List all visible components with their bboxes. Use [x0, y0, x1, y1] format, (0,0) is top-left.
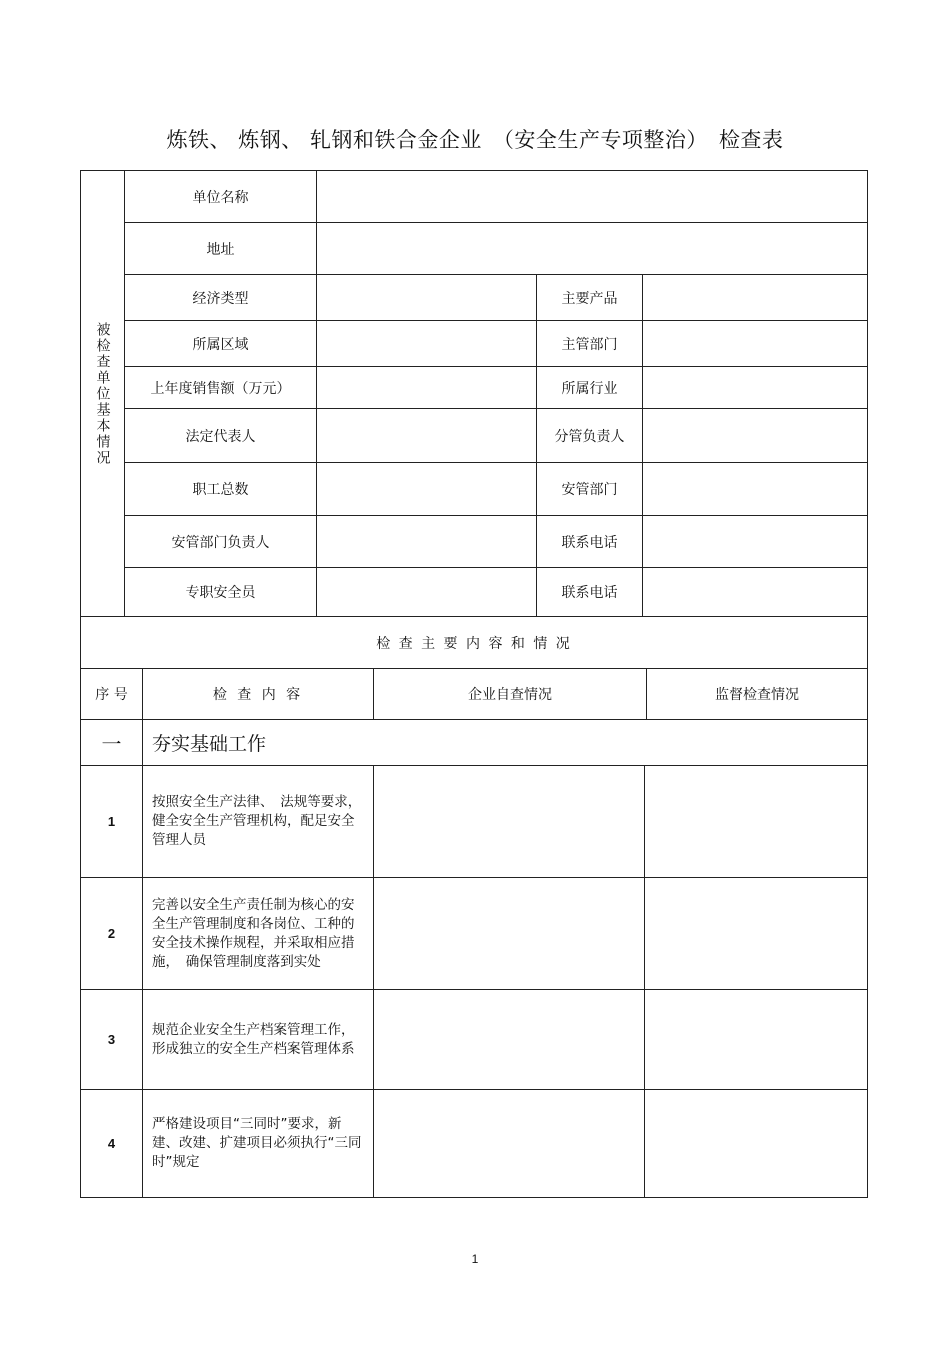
value-contact-phone-1[interactable]: [642, 515, 868, 568]
label-supervising-dept: 主管部门: [536, 320, 643, 367]
value-safety-dept[interactable]: [642, 462, 868, 516]
value-main-products[interactable]: [642, 274, 868, 321]
value-supervising-dept[interactable]: [642, 320, 868, 367]
basic-info-side-label-text: 被检查单位基本情况: [94, 321, 111, 466]
item-self-check-3[interactable]: [373, 989, 645, 1090]
item-self-check-4[interactable]: [373, 1089, 645, 1198]
value-contact-phone-2[interactable]: [642, 567, 868, 617]
basic-info-side-label: [80, 170, 125, 617]
label-last-year-sales: 上年度销售额（万元）: [124, 366, 317, 409]
value-address[interactable]: [316, 222, 868, 275]
value-industry[interactable]: [642, 366, 868, 409]
item-content-4: 严格建设项目“三同时”要求，新建、改建、扩建项目必须执行“三同时”规定: [142, 1089, 374, 1198]
column-header-number: 序 号: [80, 668, 143, 720]
section-title: 夯实基础工作: [142, 719, 868, 766]
page-title: 炼铁、 炼钢、 轧钢和铁合金企业 （安全生产专项整治） 检查表: [166, 128, 784, 152]
column-header-content: 检 查 内 容: [142, 668, 374, 720]
label-main-products: 主要产品: [536, 274, 643, 321]
item-content-2: 完善以安全生产责任制为核心的安全生产管理制度和各岗位、工种的安全技术操作规程，并采取相应措施， 确保管理制度落到实处: [142, 877, 374, 990]
label-legal-representative: 法定代表人: [124, 408, 317, 463]
value-full-time-safety-officer[interactable]: [316, 567, 537, 617]
label-contact-phone-1: 联系电话: [536, 515, 643, 568]
label-safety-dept-head: 安管部门负责人: [124, 515, 317, 568]
value-economic-type[interactable]: [316, 274, 537, 321]
label-region: 所属区域: [124, 320, 317, 367]
value-deputy-in-charge[interactable]: [642, 408, 868, 463]
label-full-time-safety-officer: 专职安全员: [124, 567, 317, 617]
item-number-3: 3: [80, 989, 143, 1090]
page-number: 1: [471, 1252, 479, 1266]
label-industry: 所属行业: [536, 366, 643, 409]
value-last-year-sales[interactable]: [316, 366, 537, 409]
column-header-self-check: 企业自查情况: [373, 668, 647, 720]
label-contact-phone-2: 联系电话: [536, 567, 643, 617]
item-supervision-check-4[interactable]: [644, 1089, 868, 1198]
item-number-1: 1: [80, 765, 143, 878]
item-supervision-check-2[interactable]: [644, 877, 868, 990]
item-content-1: 按照安全生产法律、 法规等要求，健全安全生产管理机构，配足安全管理人员: [142, 765, 374, 878]
item-content-3: 规范企业安全生产档案管理工作，形成独立的安全生产档案管理体系: [142, 989, 374, 1090]
label-deputy-in-charge: 分管负责人: [536, 408, 643, 463]
column-header-supervision-check: 监督检查情况: [646, 668, 868, 720]
value-unit-name[interactable]: [316, 170, 868, 223]
item-number-2: 2: [80, 877, 143, 990]
item-supervision-check-1[interactable]: [644, 765, 868, 878]
label-unit-name: 单位名称: [124, 170, 317, 223]
value-total-staff[interactable]: [316, 462, 537, 516]
inspection-heading: 检 查 主 要 内 容 和 情 况: [80, 616, 868, 669]
label-address: 地址: [124, 222, 317, 275]
value-safety-dept-head[interactable]: [316, 515, 537, 568]
item-self-check-1[interactable]: [373, 765, 645, 878]
item-self-check-2[interactable]: [373, 877, 645, 990]
value-legal-representative[interactable]: [316, 408, 537, 463]
item-number-4: 4: [80, 1089, 143, 1198]
item-supervision-check-3[interactable]: [644, 989, 868, 1090]
label-total-staff: 职工总数: [124, 462, 317, 516]
section-number: 一: [80, 719, 143, 766]
value-region[interactable]: [316, 320, 537, 367]
label-economic-type: 经济类型: [124, 274, 317, 321]
label-safety-dept: 安管部门: [536, 462, 643, 516]
